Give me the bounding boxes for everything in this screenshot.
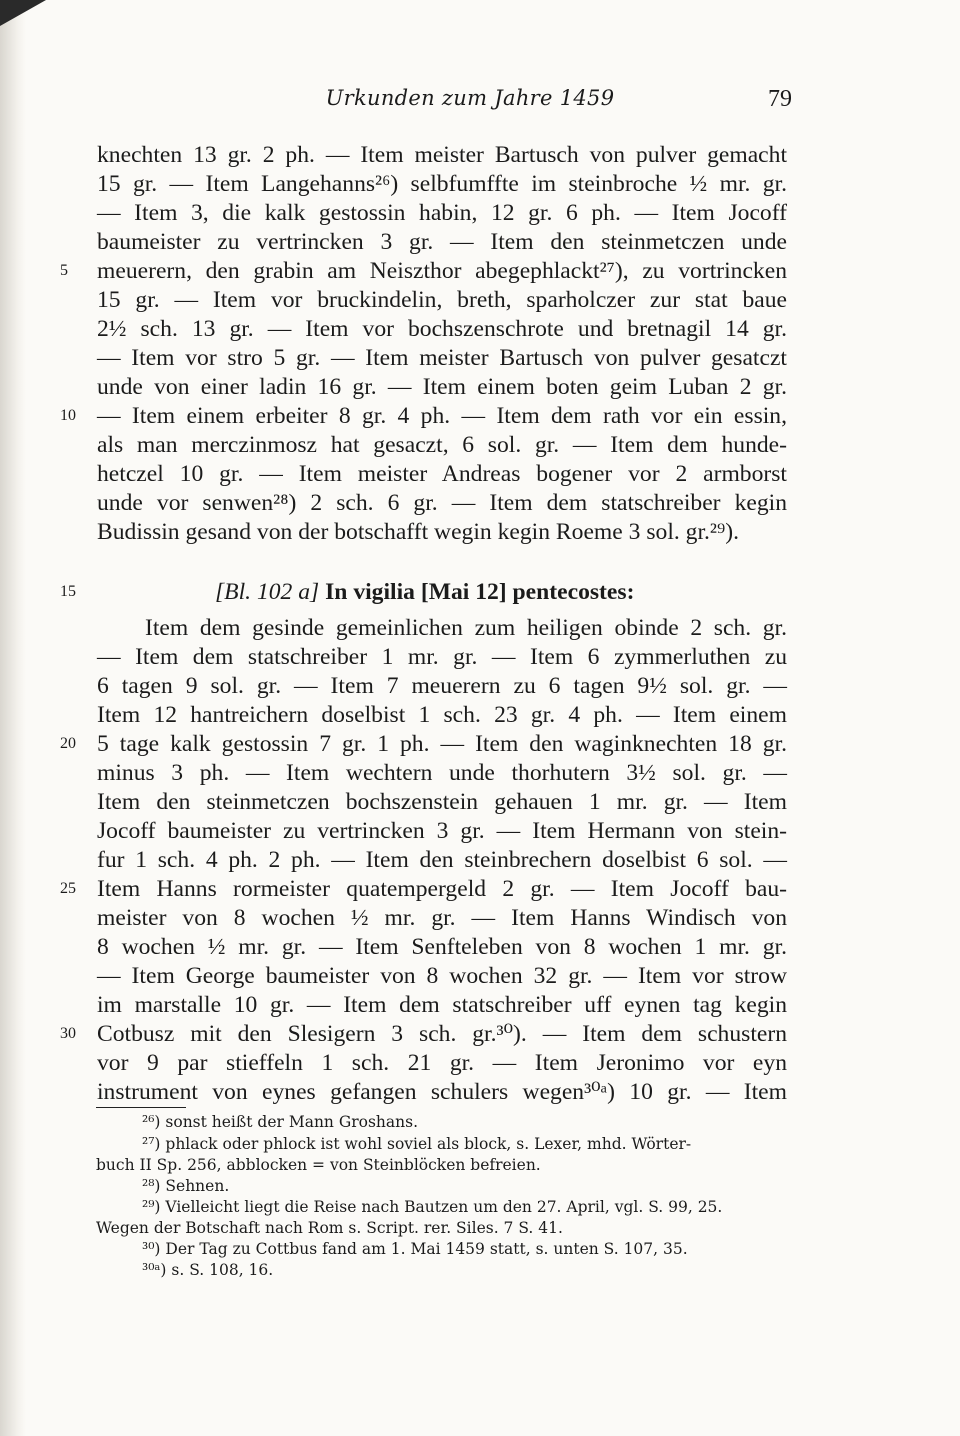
folio-reference: [Bl. 102 a] (215, 579, 320, 605)
page-corner-mark (0, 0, 46, 26)
text-line: vor 9 par stieffeln 1 sch. 21 gr. — Item Jeronimo vor eyn (97, 1050, 787, 1076)
text-line: meuerern, den grabin am Neiszthor abegephlackt²⁷), zu vortrincken (97, 258, 787, 284)
text-line: Budissin gesand von der botschafft wegin kegin Roeme 3 sol. gr.²⁹). (97, 519, 739, 545)
text-line: — Item vor stro 5 gr. — Item meister Bartusch von pulver gesatczt (97, 345, 787, 371)
footnote: Wegen der Botschaft nach Rom s. Script. rer. Siles. 7 S. 41. (96, 1219, 563, 1237)
text-line: Jocoff baumeister zu vertrincken 3 gr. — Item Hermann von stein- (97, 818, 787, 844)
text-line: — Item einem erbeiter 8 gr. 4 ph. — Item dem rath vor ein essin, (97, 403, 787, 429)
text-line: hetczel 10 gr. — Item meister Andreas bogener vor 2 armborst (97, 461, 787, 487)
text-line: 6 tagen 9 sol. gr. — Item 7 meuerern zu 6 tagen 9½ sol. gr. — (97, 673, 787, 699)
line-number: 20 (60, 735, 76, 752)
footnote: ²⁹) Vielleicht liegt die Reise nach Bautzen um den 27. April, vgl. S. 99, 25. (142, 1198, 723, 1216)
text-line: minus 3 ph. — Item wechtern unde thorhutern 3½ sol. gr. — (97, 760, 787, 786)
page-header (0, 86, 960, 116)
text-line: knechten 13 gr. 2 ph. — Item meister Bartusch von pulver gemacht (97, 142, 787, 168)
page-edge-shadow (0, 0, 26, 1436)
running-title: Urkunden zum Jahre 1459 (325, 86, 615, 110)
text-line: — Item dem statschreiber 1 mr. gr. — Item 6 zymmerluthen zu (97, 644, 787, 670)
text-line: 8 wochen ½ mr. gr. — Item Senfteleben von 8 wochen 1 mr. gr. (97, 934, 787, 960)
text-line: instrument von eynes gefangen schulers wegen³⁰ᵃ) 10 gr. — Item (97, 1079, 787, 1105)
footnote: ²⁸) Sehnen. (142, 1177, 230, 1195)
text-line: fur 1 sch. 4 ph. 2 ph. — Item den steinbrechern doselbist 6 sol. — (97, 847, 787, 873)
footnote: ³⁰) Der Tag zu Cottbus fand am 1. Mai 1459 statt, s. unten S. 107, 35. (142, 1240, 688, 1258)
text-line: baumeister zu vertrincken 3 gr. — Item den steinmetczen unde (97, 229, 787, 255)
text-line: Cotbusz mit den Slesigern 3 sch. gr.³⁰). — Item dem schustern (97, 1021, 787, 1047)
text-line: 15 gr. — Item vor bruckindelin, breth, sparholczer zur stat baue (97, 287, 787, 313)
footnote: ³⁰ᵃ) s. S. 108, 16. (142, 1261, 274, 1279)
line-number: 25 (60, 880, 76, 897)
footnote-rule (96, 1107, 186, 1108)
text-line: 2½ sch. 13 gr. — Item vor bochszenschrote und bretnagil 14 gr. (97, 316, 787, 342)
text-line: als man merczinmosz hat gesaczt, 6 sol. gr. — Item dem hunde- (97, 432, 787, 458)
heading-text: In vigilia [Mai 12] pentecostes: (325, 579, 635, 605)
text-line: Item den steinmetczen bochszenstein gehauen 1 mr. gr. — Item (97, 789, 787, 815)
text-line: 5 tage kalk gestossin 7 gr. 1 ph. — Item den waginknechten 18 gr. (97, 731, 787, 757)
text-line: unde von einer ladin 16 gr. — Item einem boten geim Luban 2 gr. (97, 374, 787, 400)
text-line: 15 gr. — Item Langehanns²⁶) selbfumffte im steinbroche ½ mr. gr. (97, 171, 787, 197)
section-heading (215, 577, 735, 607)
line-number: 10 (60, 407, 76, 424)
line-number: 5 (60, 262, 68, 279)
text-line: Item dem gesinde gemeinlichen zum heiligen obinde 2 sch. gr. (145, 615, 787, 641)
line-number: 30 (60, 1025, 76, 1042)
text-line: Item Hanns rormeister quatempergeld 2 gr. — Item Jocoff bau- (97, 876, 787, 902)
text-line: Item 12 hantreichern doselbist 1 sch. 23 gr. 4 ph. — Item einem (97, 702, 787, 728)
text-line: — Item 3, die kalk gestossin habin, 12 gr. 6 ph. — Item Jocoff (97, 200, 787, 226)
text-line: — Item George baumeister von 8 wochen 32 gr. — Item vor strow (97, 963, 787, 989)
text-line: im marstalle 10 gr. — Item dem statschreiber uff eynen tag kegin (97, 992, 787, 1018)
footnote: ²⁷) phlack oder phlock ist wohl soviel als block, s. Lexer, mhd. Wörter- (142, 1135, 692, 1153)
text-line: meister von 8 wochen ½ mr. gr. — Item Hanns Windisch von (97, 905, 787, 931)
footnote: ²⁶) sonst heißt der Mann Groshans. (142, 1113, 419, 1131)
footnote: buch II Sp. 256, abblocken = von Steinblöcken befreien. (96, 1156, 541, 1174)
text-line: unde vor senwen²⁸) 2 sch. 6 gr. — Item dem statschreiber kegin (97, 490, 787, 516)
page-number: 79 (768, 86, 792, 112)
line-number: 15 (60, 583, 76, 600)
